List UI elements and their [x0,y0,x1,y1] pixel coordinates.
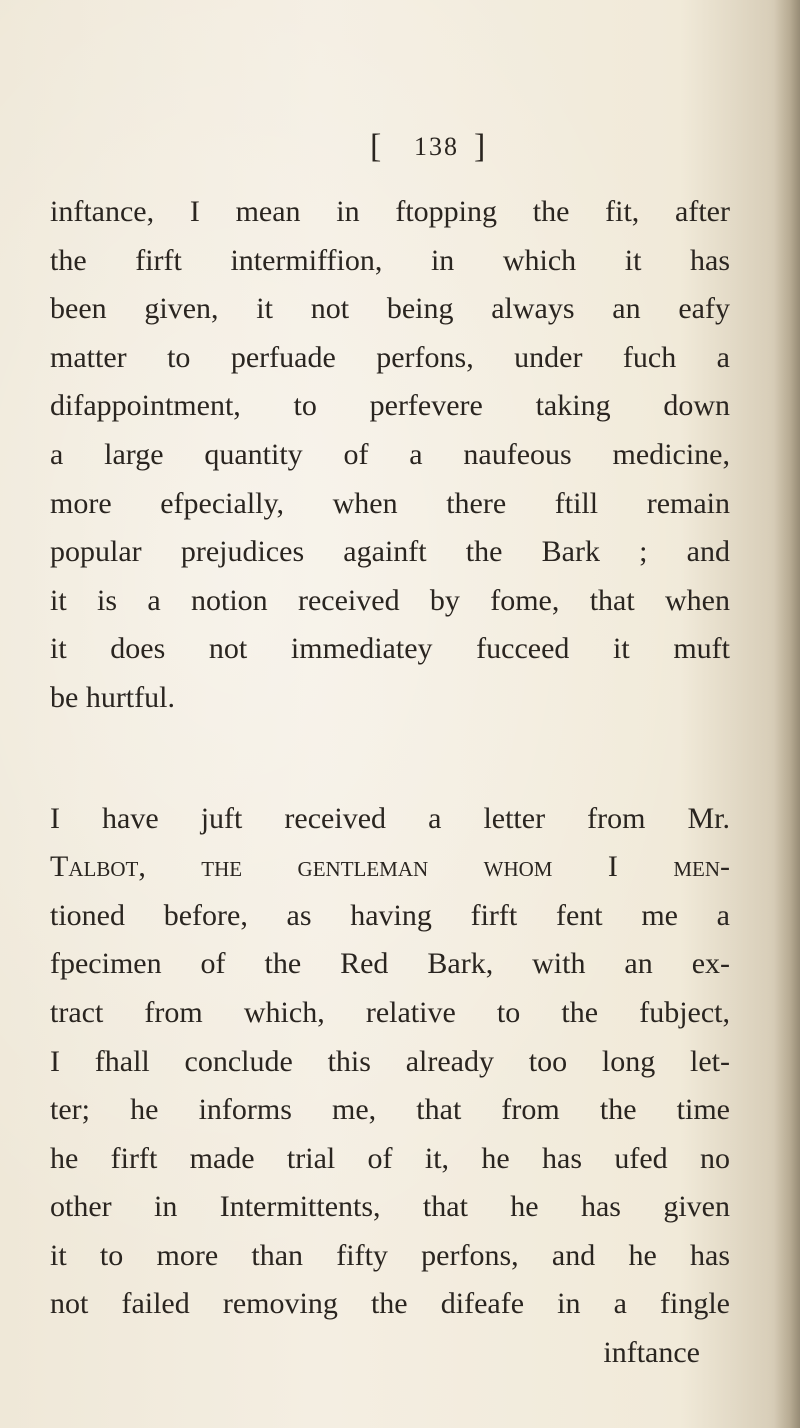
text-line: more efpecially, when there ftill remain [50,486,730,520]
text-line: popular prejudices againft the Bark ; and [50,535,730,569]
text-line: it to more than fifty perfons, and he has [50,1238,730,1272]
text-line: it is a notion received by fome, that when [50,583,730,617]
text-line: other in Intermittents, that he has given [50,1190,730,1224]
text-line: ter; he informs me, that from the time [50,1093,730,1127]
text-line: matter to perfuade perfons, under fuch a [50,340,730,374]
text-line: I fhall conclude this already too long let- [50,1044,730,1078]
text-line: I have juft received a letter from Mr. [50,801,730,835]
text-line: inftance, I mean in ftopping the fit, after [50,195,730,228]
text-line: been given, it not being always an eafy [50,292,730,326]
text-line: tioned before, as having firft fent me a [50,898,730,932]
text-line: it does not immediatey fucceed it muft [50,632,730,666]
text-line: he firft made trial of it, he has ufed no [50,1141,730,1175]
text-line: difappointment, to perfevere taking down [50,389,730,423]
page-number: 138 [414,132,459,161]
header-bracket-open: [ [370,128,384,165]
body-text [50,188,730,1378]
paragraph-gap [50,723,730,795]
text-line: fpecimen of the Red Bark, with an ex- [50,947,730,981]
text-line: be hurtful. [50,680,175,714]
catchword: inftance [603,1336,700,1370]
page-edge-shadow [774,0,800,1428]
text-line: tract from which, relative to the fubject, [50,995,730,1029]
header-bracket-close: ] [474,128,488,165]
text-line: Talbot, the gentleman whom I men- [50,850,730,884]
text-line: the firft intermiffion, in which it has [50,243,730,277]
text-line: a large quantity of a naufeous medicine, [50,437,730,471]
text-line: not failed removing the difeafe in a fingle [50,1287,730,1321]
